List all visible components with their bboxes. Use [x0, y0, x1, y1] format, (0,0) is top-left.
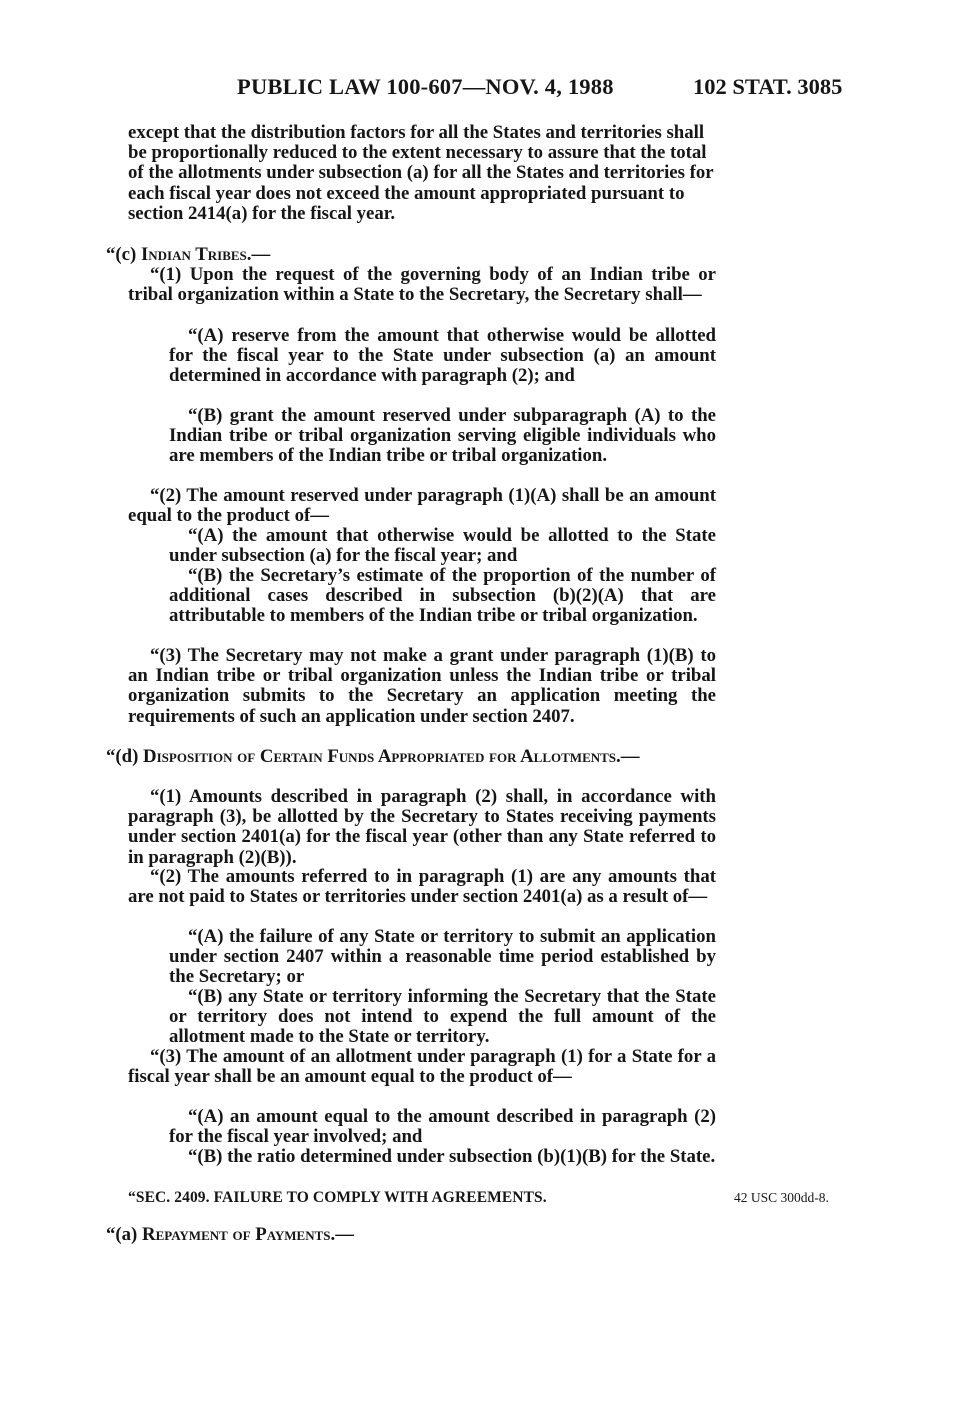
paragraph-d1: “(1) Amounts described in paragraph (2) shall, in accordance with paragraph (3), be allotted by the Secretary to States receiving payments under section 2401(a) for the fiscal year (other than any State referred to in paragraph (2)(B)). [128, 786, 716, 868]
subparagraph-d3a: “(A) an amount equal to the amount described in paragraph (2) for the fiscal year involved; and [169, 1106, 716, 1148]
subsection-a-heading: “(a) Repayment of Payments.— [106, 1224, 354, 1245]
subsection-heading-text: Disposition of Certain Funds Appropriated for Allotments. [143, 746, 621, 767]
subsection-heading-text: Indian Tribes. [140, 244, 252, 265]
subsection-d-heading: “(d) Disposition of Certain Funds Appropriated for Allotments.— [106, 746, 640, 767]
subparagraph-c2b: “(B) the Secretary’s estimate of the proportion of the number of additional cases described in subsection (b)(2)(A) that are attributable to members of the Indian tribe or tribal organization. [169, 565, 716, 627]
subparagraph-d2a: “(A) the failure of any State or territory to submit an application under section 2407 within a reasonable time period established by the Secretary; or [169, 926, 716, 988]
subsection-c-heading: “(c) Indian Tribes.— [106, 244, 271, 265]
running-title: PUBLIC LAW 100-607—NOV. 4, 1988 [237, 74, 614, 99]
subparagraph-c1a: “(A) reserve from the amount that otherwise would be allotted for the fiscal year to the State under subsection (a) an amount determined in accordance with paragraph (2); and [169, 325, 716, 387]
paragraph-c3: “(3) The Secretary may not make a grant under paragraph (1)(B) to an Indian tribe or tribal organization unless the Indian tribe or tribal organization submits to the Secretary an application meeting the requirements of such an application under section 2407. [128, 645, 716, 727]
paragraph-d3: “(3) The amount of an allotment under paragraph (1) for a State for a fiscal year shall be an amount equal to the product of— [128, 1046, 716, 1088]
section-heading: “SEC. 2409. FAILURE TO COMPLY WITH AGREEMENTS. [128, 1189, 547, 1206]
paragraph-c1: “(1) Upon the request of the governing body of an Indian tribe or tribal organization within a State to the Secretary, the Secretary shall— [128, 264, 716, 306]
subparagraph-c1b: “(B) grant the amount reserved under subparagraph (A) to the Indian tribe or tribal organization serving eligible individuals who are members of the Indian tribe or tribal organization. [169, 405, 716, 467]
paragraph-d2: “(2) The amounts referred to in paragraph (1) are any amounts that are not paid to States or territories under section 2401(a) as a result of— [128, 866, 716, 908]
subparagraph-c2a: “(A) the amount that otherwise would be allotted to the State under subsection (a) for the fiscal year; and [169, 525, 716, 567]
paragraph-distribution-factors: except that the distribution factors for all the States and territories shall be proportionally reduced to the extent necessary to assure that the total of the allotments under subsection (a) for all the States and territories for each fiscal year does not exceed the amount appropriated pursuant to section 2414(a) for the fiscal year. [128, 122, 714, 224]
statute-page-number: 102 STAT. 3085 [693, 74, 843, 99]
subsection-heading-text: Repayment of Payments. [142, 1224, 336, 1245]
subparagraph-d3b: “(B) the ratio determined under subsection (b)(1)(B) for the State. [188, 1146, 716, 1167]
margin-citation: 42 USC 300dd-8. [734, 1190, 829, 1205]
paragraph-c2: “(2) The amount reserved under paragraph (1)(A) shall be an amount equal to the product of— [128, 485, 716, 527]
subparagraph-d2b: “(B) any State or territory informing the Secretary that the State or territory does not intend to expend the full amount of the allotment made to the State or territory. [169, 986, 716, 1048]
